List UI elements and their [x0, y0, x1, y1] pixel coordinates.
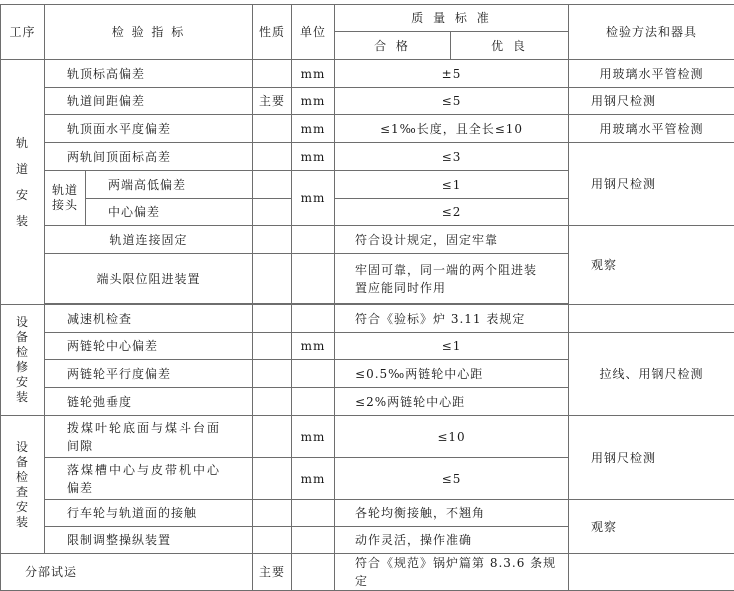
- item-blade-gap-line: 间隙: [67, 437, 246, 455]
- group-char: 备: [1, 455, 44, 470]
- standard-rail-fixing: 符合设计规定，固定牢靠: [335, 226, 569, 254]
- unit-cell: [292, 305, 335, 333]
- nature-cell: [253, 254, 292, 304]
- table-row: [1, 333, 734, 360]
- nature-cell: [253, 500, 292, 527]
- group-char: 设: [1, 315, 44, 330]
- item-reducer: 减速机检查: [45, 305, 253, 333]
- inspection-table: [0, 4, 734, 591]
- item-end-stop: 端头限位阻进装置: [45, 254, 253, 304]
- table-row: [1, 143, 734, 171]
- standard-chute-offset: ≤5: [335, 458, 569, 500]
- item-chute-offset-line: 偏差: [67, 479, 246, 497]
- item-blade-gap-line: 拨煤叶轮底面与煤斗台面: [67, 419, 246, 437]
- item-wheel-contact: 行车轮与轨道面的接触: [45, 500, 253, 527]
- item-blade-gap: [45, 416, 253, 458]
- header-excellent: 优 良: [451, 32, 569, 60]
- unit-cell: [292, 360, 335, 388]
- unit-cell: mm: [292, 115, 335, 143]
- item-chute-offset: [45, 458, 253, 500]
- unit-cell: mm: [292, 88, 335, 115]
- header-indicator: 检 验 指 标: [45, 5, 253, 60]
- nature-cell: [253, 388, 292, 416]
- group-char: 查: [1, 485, 44, 500]
- nature-cell: 主要: [253, 554, 292, 591]
- standard-joint-end-height: ≤1: [335, 171, 569, 199]
- unit-cell: [292, 388, 335, 416]
- group-char: 设: [1, 440, 44, 455]
- item-rail-height-diff: 两轨间顶面标高差: [45, 143, 253, 171]
- group-char: 修: [1, 360, 44, 375]
- method-observe-track: 观察: [569, 226, 734, 305]
- nature-cell: [253, 360, 292, 388]
- unit-cell: mm: [292, 60, 335, 88]
- standard-blade-gap: ≤10: [335, 416, 569, 458]
- group-char: 检: [1, 345, 44, 360]
- nature-cell: [253, 171, 292, 199]
- standard-wheel-contact: 各轮均衡接触，不翘角: [335, 500, 569, 527]
- group-char: 装: [1, 208, 44, 234]
- unit-cell: [292, 254, 335, 304]
- table-row: [1, 305, 734, 333]
- standard-rail-top-elevation: ±5: [335, 60, 569, 88]
- item-limit-adjust: 限制调整操纵装置: [45, 527, 253, 554]
- table-row: [1, 416, 734, 458]
- table-row: [1, 60, 734, 88]
- nature-cell: [253, 333, 292, 360]
- group-label-track: [1, 60, 45, 305]
- group-char: 备: [1, 330, 44, 345]
- method-inspect-measure: 用钢尺检测: [569, 416, 734, 500]
- joint-label-line: 接头: [45, 198, 85, 213]
- item-rail-spacing: 轨道间距偏差: [45, 88, 253, 115]
- group-char: 轨: [1, 130, 44, 156]
- header-qualified: 合 格: [335, 32, 451, 60]
- method-repair: 拉线、用钢尺检测: [569, 333, 734, 416]
- standard-end-stop-line: 牢固可靠，同一端的两个阻进装: [355, 261, 562, 279]
- nature-cell: [253, 458, 292, 500]
- standard-sprocket-parallel: ≤0.5‰两链轮中心距: [335, 360, 569, 388]
- item-chain-sag: 链轮弛垂度: [45, 388, 253, 416]
- group-char: 道: [1, 156, 44, 182]
- nature-cell: [253, 60, 292, 88]
- table-row: [1, 554, 734, 591]
- item-rail-fixing: 轨道连接固定: [45, 226, 253, 254]
- item-chute-offset-line: 落煤槽中心与皮带机中心: [67, 461, 246, 479]
- group-char: 安: [1, 500, 44, 515]
- standard-rail-spacing: ≤5: [335, 88, 569, 115]
- standard-rail-height-diff: ≤3: [335, 143, 569, 171]
- joint-label-line: 轨道: [45, 183, 85, 198]
- header-nature: 性质: [253, 5, 292, 60]
- group-label-inspect: [1, 416, 45, 554]
- nature-cell: [253, 226, 292, 254]
- item-rail-top-elevation: 轨顶标高偏差: [45, 60, 253, 88]
- group-char: 检: [1, 470, 44, 485]
- standard-end-stop: [335, 254, 569, 304]
- group-char: 安: [1, 182, 44, 208]
- item-rail-top-level: 轨顶面水平度偏差: [45, 115, 253, 143]
- item-sprocket-parallel: 两链轮平行度偏差: [45, 360, 253, 388]
- standard-limit-adjust: 动作灵活，操作准确: [335, 527, 569, 554]
- nature-cell: [253, 416, 292, 458]
- unit-cell: mm: [292, 143, 335, 171]
- nature-cell: [253, 115, 292, 143]
- method-cell: [569, 554, 734, 591]
- standard-joint-center: ≤2: [335, 199, 569, 226]
- item-trial: 分部试运: [1, 554, 253, 591]
- method-rail-top-elevation: 用玻璃水平管检测: [569, 60, 734, 88]
- standard-rail-top-level: ≤1‰长度，且全长≤10: [335, 115, 569, 143]
- standard-reducer: 符合《验标》炉 3.11 表规定: [335, 305, 569, 333]
- nature-cell: [253, 199, 292, 226]
- group-char: 安: [1, 375, 44, 390]
- standard-trial: 符合《规范》锅炉篇第 8.3.6 条规定: [335, 554, 569, 591]
- nature-cell: [253, 527, 292, 554]
- nature-cell: [253, 143, 292, 171]
- table-row: [1, 115, 734, 143]
- header-process: 工序: [1, 5, 45, 60]
- item-joint-end-height: 两端高低偏差: [86, 171, 253, 199]
- item-sprocket-center: 两链轮中心偏差: [45, 333, 253, 360]
- table-row: [1, 500, 734, 527]
- unit-cell: [292, 226, 335, 254]
- table-row: [1, 88, 734, 115]
- method-cell: [569, 305, 734, 333]
- header-row-1: [1, 5, 734, 32]
- standard-chain-sag: ≤2%两链轮中心距: [335, 388, 569, 416]
- table-row: [1, 226, 734, 254]
- unit-cell: mm: [292, 333, 335, 360]
- standard-sprocket-center: ≤1: [335, 333, 569, 360]
- method-inspect-observe: 观察: [569, 500, 734, 554]
- group-char: 装: [1, 390, 44, 405]
- group-char: 装: [1, 515, 44, 530]
- standard-end-stop-line: 置应能同时作用: [355, 279, 562, 297]
- header-unit: 单位: [292, 5, 335, 60]
- group-label-repair: [1, 305, 45, 416]
- method-rail-spacing: 用钢尺检测: [569, 88, 734, 115]
- unit-cell: [292, 527, 335, 554]
- nature-cell: [253, 305, 292, 333]
- unit-cell: [292, 554, 335, 591]
- method-rail-top-level: 用玻璃水平管检测: [569, 115, 734, 143]
- unit-cell: mm: [292, 416, 335, 458]
- header-method: 检验方法和器具: [569, 5, 734, 60]
- header-quality-standard: 质 量 标 准: [335, 5, 569, 32]
- joint-label: [45, 171, 86, 226]
- nature-cell: 主要: [253, 88, 292, 115]
- item-joint-center: 中心偏差: [86, 199, 253, 226]
- unit-cell: [292, 500, 335, 527]
- method-rail-group: 用钢尺检测: [569, 143, 734, 226]
- unit-cell-joint: mm: [292, 171, 335, 226]
- unit-cell: mm: [292, 458, 335, 500]
